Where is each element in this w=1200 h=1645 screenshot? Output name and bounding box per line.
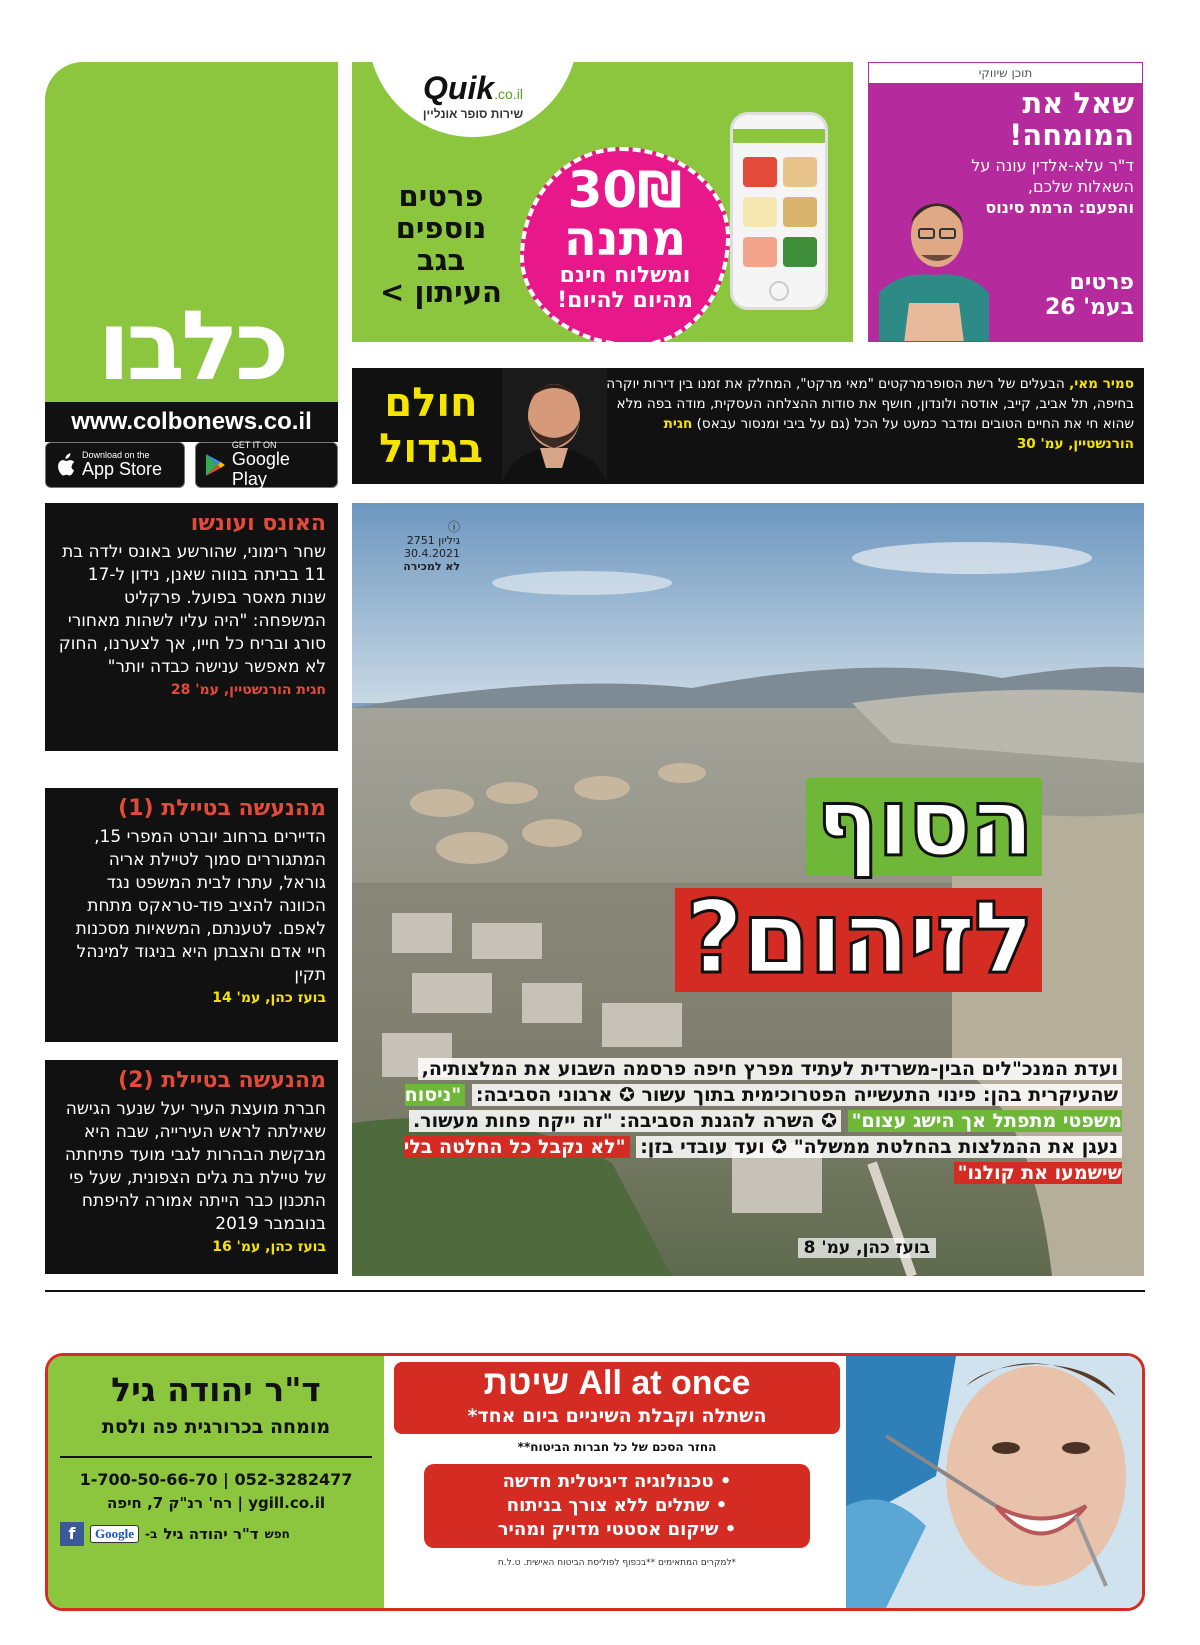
dream-big-name: סמיר מאי, (1069, 376, 1134, 392)
headline-line-1: הסוף (806, 778, 1042, 876)
google-play-small: GET IT ON (231, 439, 277, 450)
google-play-big: Google Play (231, 448, 290, 489)
main-story[interactable] (352, 503, 1144, 1276)
divider (60, 1456, 372, 1458)
dream-big-teaser[interactable] (352, 368, 1144, 484)
quik-more-line: פרטים (398, 179, 484, 213)
dream-big-text (606, 374, 1134, 454)
search-hint (60, 1522, 372, 1546)
app-store-button[interactable] (45, 442, 185, 488)
dream-big-byline[interactable]: חגית הורנשטיין, עמ' 30 (663, 416, 1134, 452)
side-story-body: חברת מועצת העיר יעל שנער הגישה שאילתה לראש העירייה, שבה היא מבקשת הבהרות לגבי מועד פתיחתה של טיילת בת גלים הצפונית, שעל פי התכנון כבר הייתה אמורה להיפתח בנובמבר 2019 (64, 1099, 326, 1234)
main-story-lede (382, 1056, 1122, 1186)
side-story-byline: חגית הורנשטיין, עמ' 28 (170, 682, 326, 698)
side-story[interactable] (45, 503, 338, 751)
quik-more-line: נוספים (395, 211, 487, 245)
expert-topic: והפעם: הרמת סינוס (985, 198, 1134, 217)
gift-label: מתנה (563, 211, 687, 267)
dental-clinic-ad[interactable] (45, 1353, 1145, 1611)
main-story-byline: בועז כהן, עמ' 8 (798, 1238, 936, 1258)
side-story-title: מהנעשה בטיילת (2) (118, 1068, 326, 1093)
fine-print: *למקרים המתאימים **בכפוף לפוליסת הביטוח האישית. ט.ל.ח (497, 1558, 737, 1568)
search-in: ב- (145, 1527, 158, 1541)
not-for-sale: לא למכירה (403, 560, 460, 573)
method-banner (394, 1362, 840, 1434)
doctor-phones[interactable]: 052-3282477 | 1-700-50-66-70 (79, 1470, 353, 1489)
sponsored-tag: תוכן שיווקי (869, 63, 1142, 83)
side-story-body: שחר רימוני, שהורשע באונס ילדה בת 11 בביתה בנווה שאנן, נידון ל-17 שנות מאסר בפועל. פרקליט המשפחה: "היה עליו לשהות מאחורי סורג ובריח כל חייו, אך לצערנו, החוק לא מאפשר ענישה כבדה יותר" (58, 542, 326, 677)
newspaper-logo: כלבו (97, 290, 286, 402)
masthead (45, 62, 338, 489)
side-story-byline: בועז כהן, עמ' 14 (212, 990, 326, 1006)
benefit-item: • טכנולוגיה דיגיטלית חדשה (502, 1471, 732, 1492)
method-title: All at once שיטת (483, 1364, 751, 1402)
insurance-refund: החזר הסכם של כל חברות הביטוח** (517, 1440, 717, 1454)
dream-big-title: חולם בגדול (379, 380, 483, 472)
masthead-logo-box (45, 62, 338, 404)
quik-ad[interactable] (352, 62, 853, 342)
quik-tagline: שירות סופר אונליין (422, 107, 524, 121)
benefits-list (424, 1464, 810, 1548)
method-subtitle: השתלה וקבלת השיניים ביום אחד* (467, 1405, 767, 1427)
expert-title: שאל את המומחה! (1009, 86, 1134, 152)
gift-line-2: מהיום להיום! (557, 288, 693, 314)
expert-ad[interactable] (868, 62, 1143, 342)
benefit-item: • שיקום אסטטי מדויק ומהיר (497, 1519, 737, 1540)
quik-more-line: בגב (416, 243, 466, 277)
headline-line-2: לזיהום? (675, 888, 1042, 992)
side-story-byline: בועז כהן, עמ' 16 (212, 1239, 326, 1255)
apple-icon (54, 452, 76, 478)
side-story[interactable] (45, 1060, 338, 1274)
doctor-name: ד"ר יהודה גיל (111, 1370, 321, 1409)
phone-mockup-image (730, 112, 828, 310)
quik-logo (368, 62, 578, 137)
app-store-small: Download on the (82, 449, 150, 460)
expert-desc-line: ד"ר עלא-אלדין עונה על השאלות שלכם, (971, 156, 1134, 196)
issue-date: 30.4.2021 (404, 547, 460, 560)
lede-quote: "לא נקבל כל החלטה בלי שישמעו את קולנו" (403, 1136, 1122, 1184)
expert-page-ref: פרטים בעמ' 26 (1044, 270, 1134, 320)
lede-text: ועדת המנכ"לים הבין-משרדית לעתיד מפרץ חיפה פרסמה השבוע את המלצותיה, שהעיקרית בהן: פינוי התעשייה הפטרוכימית בתוך עשור ✪ ארגוני הסביבה: (418, 1058, 1122, 1106)
quik-gift-badge (520, 147, 730, 342)
side-story-title: האונס ועונשו (190, 511, 326, 536)
quik-brand: Quik (423, 70, 495, 106)
issue-number: גיליון 2751 (406, 534, 460, 547)
all-at-once-panel (388, 1356, 846, 1608)
benefit-item: • שתלים ללא צורך בניתוח (506, 1495, 728, 1516)
divider (45, 1290, 1145, 1292)
gift-line-1: ומשלוח חינם (559, 263, 691, 288)
gift-amount: 30₪ (567, 161, 683, 219)
google-play-button[interactable] (195, 439, 338, 489)
side-story-title: מהנעשה בטיילת (1) (118, 796, 326, 821)
lede-text: ✪ השרה להגנת הסביבה: "זה ייקח פחות מעשור. נעגן את ההמלצות בהחלטת ממשלה" ✪ ועד עובדי בזן: (409, 1110, 1122, 1158)
google-play-icon (204, 453, 226, 477)
samir-may-photo (502, 368, 607, 484)
app-store-big: App Store (82, 458, 163, 479)
facebook-icon: f (60, 1522, 84, 1546)
doctor-specialty: מומחה בכרורגית פה ולסת (101, 1416, 331, 1438)
doctor-contact-panel (48, 1356, 384, 1608)
lede-quote: "ניסוח משפטי מתפתל אך הישג עצום" (404, 1084, 1122, 1132)
issue-info (370, 521, 460, 573)
doctor-address[interactable]: ygill.co.il | רח' רנ"ק 7, חיפה (106, 1494, 326, 1512)
search-name: ד"ר יהודה גיל (163, 1525, 259, 1543)
info-icon: ⓘ (447, 520, 460, 534)
quik-domain: .co.il (494, 86, 523, 102)
side-story[interactable] (45, 788, 338, 1042)
google-icon: Google (90, 1525, 139, 1543)
dental-patient-photo (846, 1356, 1142, 1608)
dream-big-body: הבעלים של רשת הסופרמרקטים "מאי מרקט", המחלק את זמנו בין דירות יוקרה בחיפה, תל אביב, קייב, אודסה ולונדון, חושף את סודות ההצלחה העסקית, מודה בפה מלא שהוא חי את החיים הטובים ומדבר כמעט על הכל (גם על ביבי ומנסור עבאס) (606, 376, 1134, 432)
site-url-link[interactable]: www.colbonews.co.il (45, 402, 338, 442)
quik-more-line: העיתון > (380, 275, 502, 309)
expert-description (964, 155, 1134, 218)
search-prefix: חפש (264, 1527, 290, 1541)
quik-more-details (376, 180, 506, 308)
side-story-body: הדיירים ברחוב יוברט המפרי 15, המתגוררים סמוך לטיילת אריה גוראל, עתרו לבית המשפט נגד הכוונה להציב פוד-טראקס מתחת לאפם. לטענתם, המשאיות מסכנות חיי אדם והצבתן היא בניגוד למינהל תקין (75, 827, 326, 985)
